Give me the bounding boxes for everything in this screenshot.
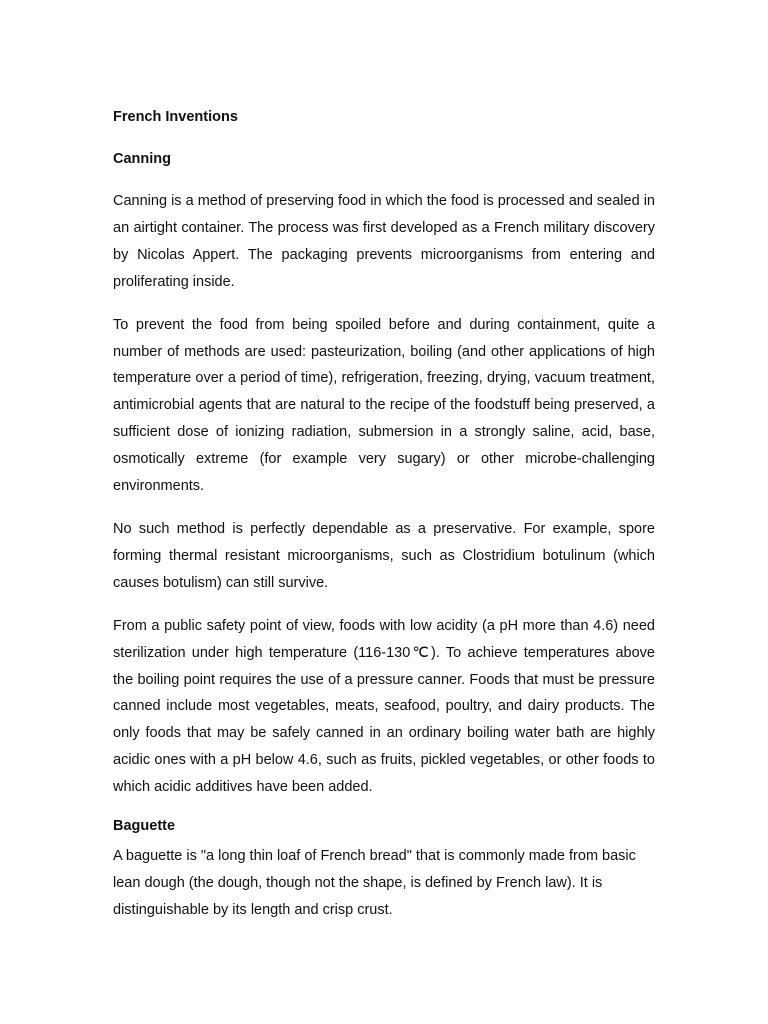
paragraph: A baguette is "a long thin loaf of French bread" that is commonly made from basic lean dough (the dough, though not the shape, is defined by French law). It is distinguishable by its length and crisp crust. bbox=[113, 848, 636, 918]
section-baguette bbox=[113, 813, 655, 924]
paragraph: From a public safety point of view, foods with low acidity (a pH more than 4.6) need sterilization under high temperature (116-130℃). To achieve temperatures above the boiling point requires the use of a pressure canner. Foods that must be pressure canned include most vegetables, meats, seafood, poultry, and dairy products. The only foods that may be safely canned in an ordinary boiling water bath are highly acidic ones with a pH below 4.6, such as fruits, pickled vegetables, or other foods to which acidic additives have been added. bbox=[113, 617, 655, 796]
section-heading-canning: Canning bbox=[113, 151, 171, 167]
document-title: French Inventions bbox=[113, 109, 238, 125]
paragraph: No such method is perfectly dependable as a preservative. For example, spore forming thermal resistant microorganisms, such as Clostridium botulinum (which causes botulism) can still survive. bbox=[113, 520, 655, 591]
document-page bbox=[113, 104, 655, 924]
paragraph: Canning is a method of preserving food in which the food is processed and sealed in an airtight container. The process was first developed as a French military discovery by Nicolas Appert. The packaging prevents microorganisms from entering and proliferating inside. bbox=[113, 193, 655, 290]
paragraph: To prevent the food from being spoiled before and during containment, quite a number of methods are used: pasteurization, boiling (and other applications of high temperature over a period of time), refrigeration, freezing, drying, vacuum treatment, antimicrobial agents that are natural to the recipe of the foodstuff being preserved, a sufficient dose of ionizing radiation, submersion in a strongly saline, acid, base, osmotically extreme (for example very sugary) or other microbe-challenging environments. bbox=[113, 316, 655, 495]
section-canning bbox=[113, 146, 655, 801]
section-heading-baguette: Baguette bbox=[113, 818, 176, 835]
